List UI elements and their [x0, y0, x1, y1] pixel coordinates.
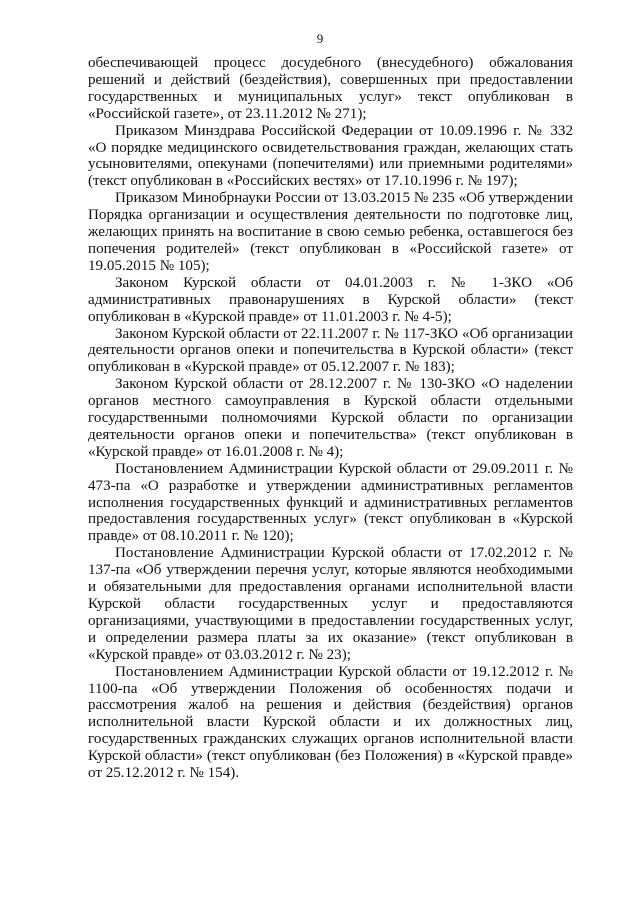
paragraph-law-1-zko: Законом Курской области от 04.01.2003 г. № 1-ЗКО «Об административных правонарушениях в Курской области» (текст опубликован в «Курской правде» от 11.01.2003 г. № 4-5); [88, 274, 573, 325]
paragraph-law-130-zko: Законом Курской области от 28.12.2007 г. № 130-ЗКО «О наделении органов местного самоуправления в Курской области отдельными государственными полномочиями Курской области по организации деятельности органов опеки и попечительства» (текст опубликован в «Курской правде» от 16.01.2008 г. № 4); [88, 376, 573, 460]
paragraph-resolution-1100-pa: Постановлением Администрации Курской области от 19.12.2012 г. № 1100-па «Об утверждении Положения об особенностях подачи и рассмотрения жалоб на решения и действия (бездействия) органов исполнительной власти Курской области и их должностных лиц, государственных гражданских служащих органов исполнительной власти Курской области» (текст опубликован (без Положения) в «Курской правде» от 25.12.2012 г. № 154). [88, 663, 573, 782]
paragraph-continuation: обеспечивающей процесс досудебного (внесудебного) обжалования решений и действий (бездействия), совершенных при предоставлении государственных и муниципальных услуг» текст опубликован в «Российской газете», от 23.11.2012 № 271); [88, 55, 573, 122]
paragraph-resolution-137-pa: Постановление Администрации Курской области от 17.02.2012 г. № 137-па «Об утверждении перечня услуг, которые являются необходимыми и обязательными для предоставления органами исполнительной власти Курской области государственных услуг и предоставляются организациями, участвующими в предоставлении государственных услуг, и определении размера платы за их оказание» (текст опубликован в «Курской правде» от 03.03.2012 г. № 23); [88, 545, 573, 663]
paragraph-order-minzdrav: Приказом Минздрава Российской Федерации от 10.09.1996 г. № 332 «О порядке медицинского освидетельствования граждан, желающих стать усыновителями, опекунами (попечителями) или приемными родителями» (текст опубликован в «Российских вестях» от 17.10.1996 г. № 197); [88, 122, 573, 190]
page-number: 9 [316, 31, 324, 46]
paragraph-resolution-473-pa: Постановлением Администрации Курской области от 29.09.2011 г. № 473-па «О разработке и утверждении административных регламентов исполнения государственных функций и административных регламентов предоставления государственных услуг» (текст опубликован в «Курской правде» от 08.10.2011 г. № 120); [88, 460, 573, 545]
paragraph-law-117-zko: Законом Курской области от 22.11.2007 г. № 117-ЗКО «Об организации деятельности органов опеки и попечительства в Курской области» (текст опубликован в «Курской правде» от 05.12.2007 г. № 183); [88, 325, 573, 376]
document-body [88, 55, 573, 782]
paragraph-order-minobrnauki: Приказом Минобрнауки России от 13.03.2015 № 235 «Об утверждении Порядка организации и осуществления деятельности по подготовке лиц, желающих принять на воспитание в свою семью ребенка, оставшегося без попечения родителей» (текст опубликован в «Российской газете» от 19.05.2015 № 105); [88, 190, 573, 274]
